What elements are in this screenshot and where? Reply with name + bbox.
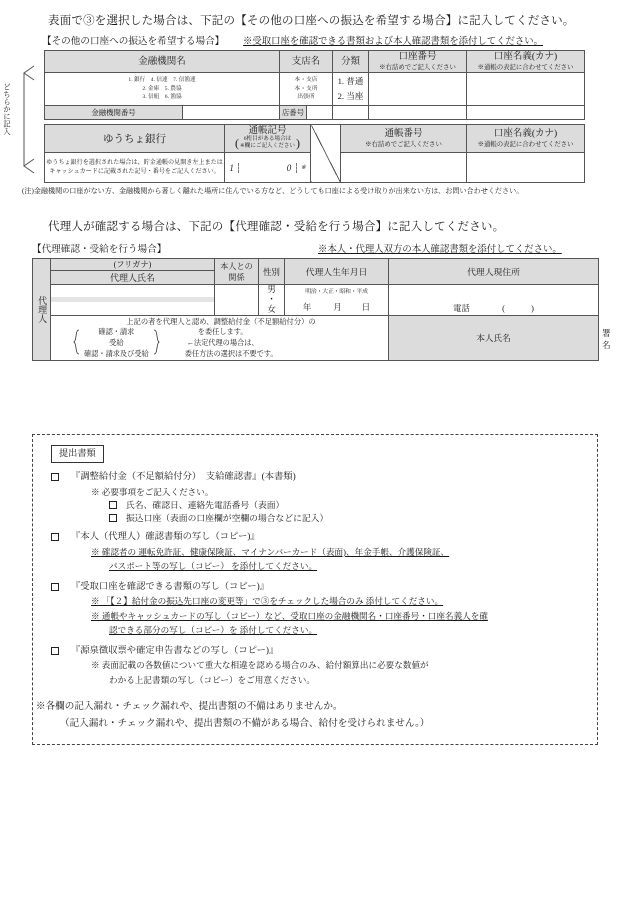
entrust-option-1[interactable]: 受給 bbox=[109, 339, 124, 347]
bank-branch-number-label: 店番号 bbox=[280, 106, 307, 120]
bottom-warning-line-1: ※各欄の記入漏れ・チェック漏れや、提出書類の不備はありませんか。 bbox=[36, 701, 343, 712]
checklist-item-note: わかる上記書類の写し（コピー）をご用意ください。 bbox=[109, 674, 315, 685]
bank-account-name-filler bbox=[467, 106, 585, 120]
checklist-note-underlined: パスポート等の写し（コピー） を添付してください。 bbox=[109, 561, 318, 572]
bank-institution-number-label: 金融機関番号 bbox=[45, 106, 183, 120]
checklist-subitem bbox=[109, 500, 597, 511]
bank-account-number-filler[interactable] bbox=[369, 106, 467, 120]
entrust-legal-1: ←法定代理の場合は、 bbox=[186, 339, 259, 347]
brace-left-icon bbox=[73, 329, 80, 359]
bank-branch-input[interactable]: 本・支店 本・支所 出張所 bbox=[280, 73, 333, 106]
bottom-warning-line-2: （記入漏れ・チェック漏れや、提出書類の不備がある場合、給付を受けられません。） bbox=[60, 718, 430, 729]
entrust-option-0[interactable]: 確認・請求 bbox=[98, 328, 135, 337]
agent-name-label: 代理人氏名 bbox=[51, 271, 215, 285]
yucho-symbol-digit-5: 0 bbox=[282, 163, 296, 173]
bank-lead-instruction: 表面で③を選択した場合は、下記の【その他の口座への振込を希望する場合】に記入してください。 bbox=[48, 15, 575, 27]
agent-birth-input[interactable]: 明治・大正・昭和・平成 年 月 日 bbox=[285, 285, 389, 316]
submission-checklist-panel bbox=[32, 434, 598, 745]
agent-name-input[interactable] bbox=[51, 285, 215, 316]
bank-institution-number-input[interactable] bbox=[183, 106, 280, 120]
checklist-item bbox=[51, 582, 597, 637]
bank-category-filler bbox=[333, 106, 369, 120]
agent-furigana-label: (フリガナ) bbox=[51, 259, 215, 271]
checklist-note-underlined: 認できる部分の写し（コピー）を 添付してください。 bbox=[109, 625, 318, 636]
checklist-note-underlined: ※ 「【２】給付金の振込先口座の変更等」で③をチェックした場合のみ 添付してください。 bbox=[91, 596, 444, 607]
bank-account-table bbox=[44, 50, 585, 120]
yucho-number-input[interactable] bbox=[341, 153, 467, 183]
agent-gender-input[interactable]: 男 ・ 女 bbox=[259, 285, 285, 316]
yucho-account-name-input[interactable] bbox=[467, 153, 585, 183]
bank-attach-note: ※受取口座を確認できる書類および本人確認書類を添付してください。 bbox=[243, 37, 544, 47]
yucho-diagonal-cell bbox=[311, 125, 341, 183]
checklist-item-note bbox=[91, 546, 597, 558]
yucho-symbol-digit-1: 1 bbox=[225, 163, 239, 173]
yucho-number-header: 通帳番号 ※右詰めでご記入ください bbox=[341, 125, 467, 153]
entrust-statement bbox=[51, 315, 389, 360]
bank-header-category: 分類 bbox=[333, 51, 369, 73]
checklist-item-note bbox=[109, 624, 597, 636]
bank-branch-number-input[interactable] bbox=[307, 106, 333, 120]
bank-header-account-number: 口座番号 ※右詰めでご記入ください bbox=[369, 51, 467, 73]
checklist-item-title: 『調整給付金（不足額給付分） 支給確認書』(本書類) bbox=[71, 472, 296, 483]
agent-address-label: 代理人現住所 bbox=[389, 259, 599, 285]
bank-account-name-input[interactable] bbox=[467, 73, 585, 106]
checklist-item-title: 『受取口座を確認できる書類の写し（コピー)』 bbox=[71, 581, 269, 592]
checklist-subitem-text: 氏名、確認日、連絡先電話番号（表面） bbox=[126, 500, 285, 511]
checklist-note-underlined: ※ 通帳やキャッシュカードの写し（コピー）など、受取口座の金融機関名・口座番号・口座名義人を確 bbox=[91, 610, 488, 621]
yucho-symbol-header: 通帳記号 ( 6桁目がある場合は ※欄にご記入ください ) bbox=[225, 125, 311, 153]
agent-lead-instruction: 代理人が確認する場合は、下記の【代理確認・受給を行う場合】に記入してください。 bbox=[48, 221, 505, 233]
side-label-either-one: どちらかに記入 bbox=[2, 83, 12, 135]
agent-section-title: 【代理確認・受給を行う場合】 bbox=[32, 244, 167, 255]
checkbox-item-3[interactable] bbox=[51, 647, 59, 655]
entrust-choice-block[interactable] bbox=[51, 327, 388, 359]
agent-side-label: 代理人 bbox=[33, 259, 51, 361]
yucho-account-name-header: 口座名義(カナ) ※通帳の表記に合わせてください bbox=[467, 125, 585, 153]
entrust-suffix: を委任します。 bbox=[197, 328, 248, 337]
checkbox-item-0-sub-1[interactable] bbox=[109, 514, 117, 522]
entrust-option-2[interactable]: 確認・請求及び受給 bbox=[84, 349, 149, 358]
agent-attach-note: ※本人・代理人双方の本人確認書類を添付してください。 bbox=[318, 245, 562, 255]
checklist-item-note bbox=[91, 595, 597, 607]
checklist-item-note bbox=[91, 610, 597, 622]
checklist-note-underlined: ※ 確認者の 運転免許証、健康保険証、マイナンバーカード（表面)、年金手帳、介護保険証、 bbox=[91, 546, 450, 557]
either-one-brace bbox=[14, 62, 40, 177]
agent-relation-label: 本人との 関係 bbox=[215, 259, 259, 285]
checklist-item bbox=[51, 532, 597, 573]
entrust-line1: 上記の者を代理人と認め、調整給付金（不足額給付分）の bbox=[126, 316, 316, 326]
signature-label: 署名 bbox=[602, 327, 611, 350]
checklist-item-note bbox=[109, 560, 597, 572]
bank-header-account-name: 口座名義(カナ) ※通帳の表記に合わせてください bbox=[467, 51, 585, 73]
checklist-item-note: ※ 必要事項をご記入ください。 bbox=[91, 486, 214, 497]
yucho-symbol-extra: ※ bbox=[300, 165, 306, 171]
checkbox-item-0[interactable] bbox=[51, 473, 59, 481]
agent-address-input[interactable]: 電話 ( ) bbox=[389, 285, 599, 316]
checklist-item-note: ※ 表面記載の各数値について重大な相違を認める場合のみ、給付額算出に必要な数値が bbox=[91, 660, 429, 671]
self-name-label: 本人氏名 bbox=[389, 315, 599, 360]
agent-gender-label: 性別 bbox=[259, 259, 285, 285]
checklist-subitem-text: 振込口座（表面の口座欄が空欄の場合などに記入） bbox=[126, 512, 329, 523]
yucho-bank-label: ゆうちょ銀行 bbox=[45, 125, 225, 153]
yucho-symbol-input[interactable] bbox=[225, 153, 311, 183]
yucho-account-table bbox=[44, 124, 585, 183]
checklist-subitem bbox=[109, 513, 597, 524]
checklist-item-title: 『本人（代理人）確認書類の写し（コピー)』 bbox=[71, 532, 260, 543]
checkbox-item-1[interactable] bbox=[51, 533, 59, 541]
checkbox-item-2[interactable] bbox=[51, 583, 59, 591]
checklist-item bbox=[51, 646, 597, 687]
bank-section-title: 【その他の口座への振込を希望する場合】 bbox=[42, 36, 225, 47]
yucho-note: ゆうちょ銀行を選択された場合は、貯金通帳の見開き左上またはキャッシュカードに記載された記号・番号をご記入ください。 bbox=[45, 153, 225, 183]
bank-institution-input[interactable]: 1. 銀行 4. 信連 7. 信漁連 2. 金庫 5. 農協 3. 信組 6. 漁協 bbox=[45, 73, 280, 106]
bank-header-branch: 支店名 bbox=[280, 51, 333, 73]
bank-account-number-input[interactable] bbox=[369, 73, 467, 106]
agent-birth-label: 代理人生年月日 bbox=[285, 259, 389, 285]
brace-right-icon bbox=[153, 329, 160, 359]
checklist-item bbox=[51, 472, 597, 523]
bank-header-institution: 金融機関名 bbox=[45, 51, 280, 73]
agent-table bbox=[32, 258, 611, 361]
agent-relation-input[interactable] bbox=[215, 285, 259, 316]
brace-close-glyph: ) bbox=[296, 136, 301, 151]
furigana-strip bbox=[51, 297, 214, 302]
brace-open-glyph: ( bbox=[234, 136, 239, 151]
entrust-legal-2: 委任方法の選択は不要です。 bbox=[184, 349, 278, 358]
bank-footnote: (注)金融機関の口座がない方、金融機関から著しく離れた場所に住んでいる方など、どうしても口座による受け取りが出来ない方は、お問い合わせください。 bbox=[22, 187, 524, 195]
checkbox-item-0-sub-0[interactable] bbox=[109, 501, 117, 509]
submission-documents-chip: 提出書類 bbox=[51, 445, 104, 463]
bank-category-options[interactable]: 1. 普通 2. 当座 bbox=[333, 73, 369, 106]
checklist-item-title: 『源泉徴収票や確定申告書などの写し（コピー)』 bbox=[71, 645, 279, 656]
